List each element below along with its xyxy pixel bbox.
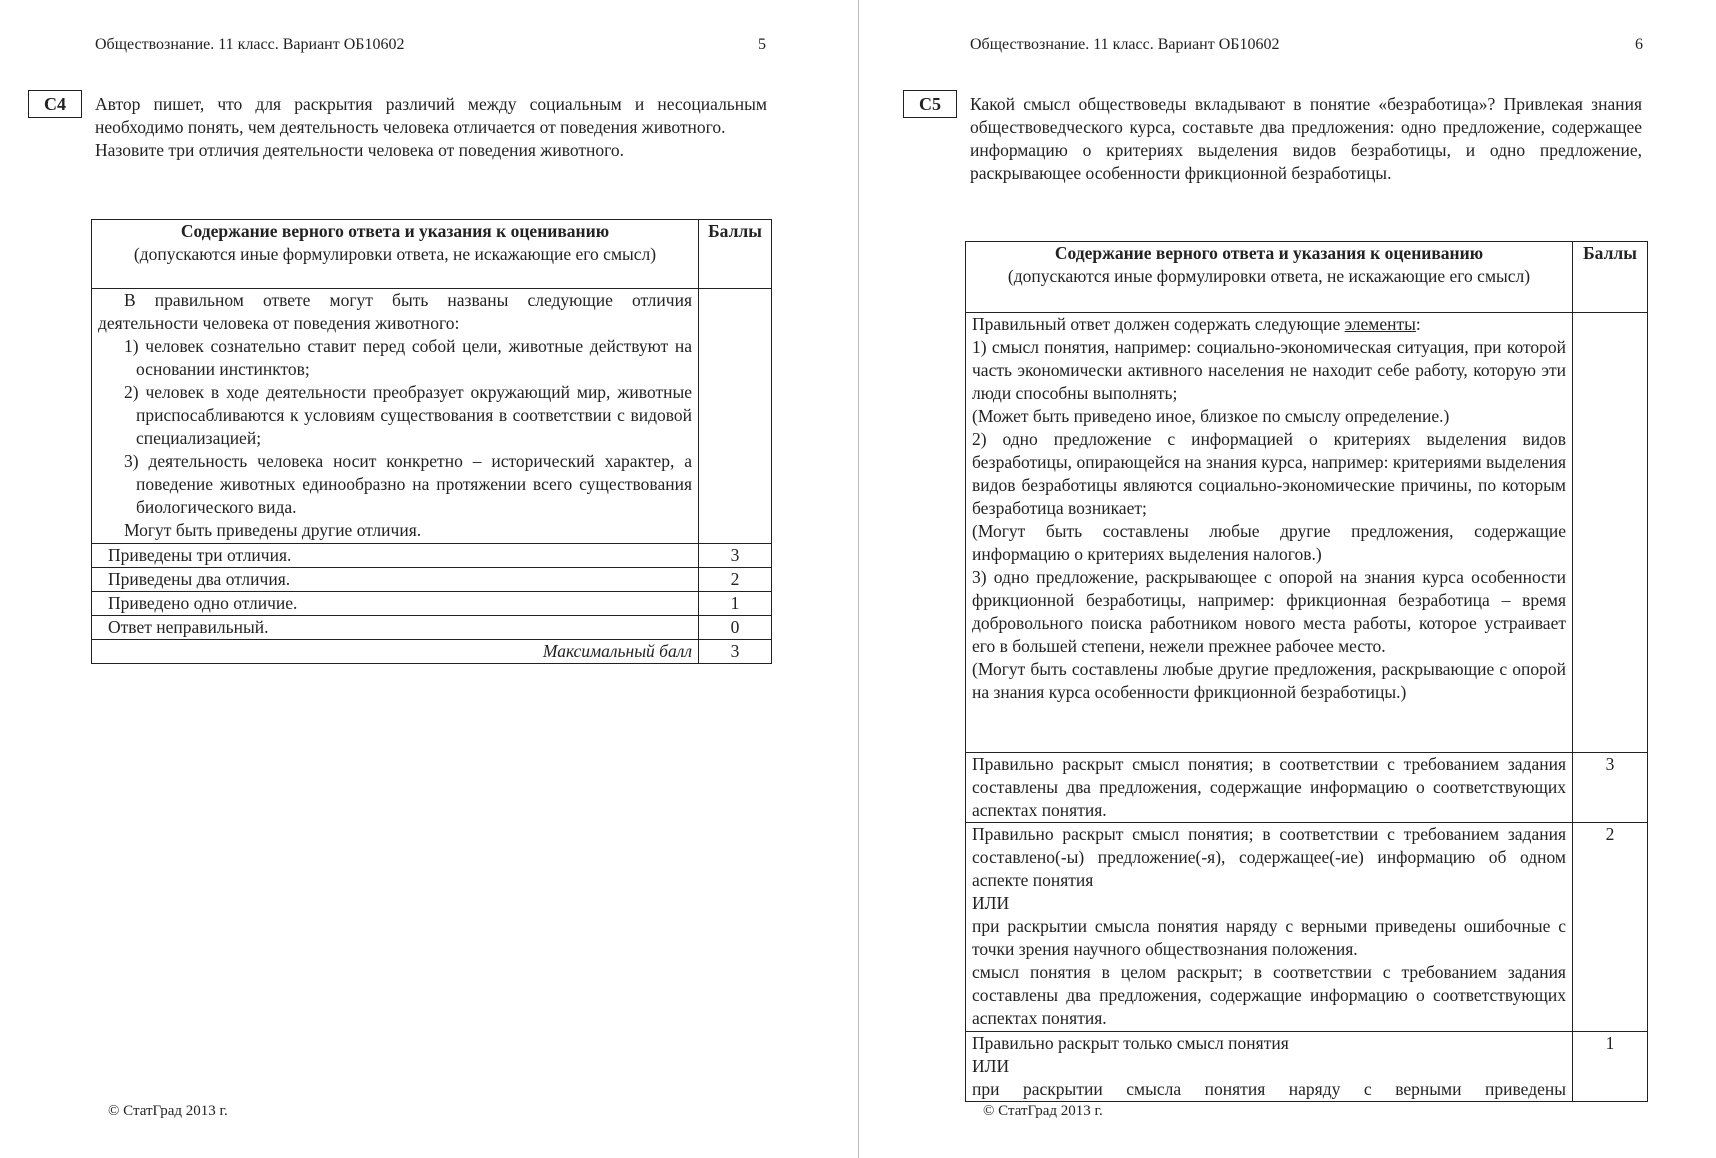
score-value: 1 (699, 592, 772, 616)
page-header: Обществознание. 11 класс. Вариант ОБ10602 (95, 36, 405, 53)
answer-intro: В правильном ответе могут быть названы следующие отличия деятельности человека от поведения животного: (98, 290, 692, 333)
criterion-text: Приведено одно отличие. (92, 592, 699, 616)
elements-underlined: элементы (1344, 314, 1416, 334)
criterion-text: при раскрытии смысла понятия наряду с верными приведены ошибочные с точки зрения научного обществознания положения. (972, 916, 1566, 959)
or-label: ИЛИ (972, 893, 1010, 913)
answer-paragraph: (Может быть приведено иное, близкое по смыслу определение.) (972, 406, 1450, 426)
answer-item: 3) деятельность человека носит конкретно – исторический характер, а поведение животных единообразно на протяжении всего существования биологического вида. (124, 451, 692, 517)
criterion-text: Правильно раскрыт смысл понятия; в соответствии с требованием задания составлено(-ы) предложение(-я), содержащее(-ие) информацию об одном аспекте понятия (972, 824, 1566, 890)
answer-item: 1) человек сознательно ставит перед собой цели, животные действуют на основании инстинктов; (124, 336, 692, 379)
score-value: 0 (699, 616, 772, 640)
score-value: 1 (1573, 1032, 1648, 1102)
table-row (92, 592, 772, 616)
copyright: © СтатГрад 2013 г. (983, 1103, 1103, 1119)
header-note: (допускаются иные формулировки ответа, не искажающие его смысл) (1007, 266, 1531, 286)
or-label: ИЛИ (972, 1056, 1010, 1076)
table-row (966, 753, 1648, 823)
header-title: Содержание верного ответа и указания к оцениванию (1054, 243, 1484, 263)
answer-paragraph: (Могут быть составлены любые другие предложения, раскрывающие с опорой на знания курса особенности фрикционной безработицы.) (972, 659, 1566, 702)
page-6 (860, 0, 1716, 1158)
answer-row (966, 313, 1648, 753)
score-value: 2 (1573, 823, 1648, 1032)
header-title: Содержание верного ответа и указания к оцениванию (180, 221, 610, 241)
header-score: Баллы (699, 220, 772, 289)
page-number: 6 (1635, 36, 1643, 53)
question-text: Какой смысл обществоведы вкладывают в понятие «безработица»? Привлекая знания обществоведческого курса, составьте два предложения: одно предложение, содержащее информацию о критериях выделения видов безработицы, и одно предложение, раскрывающее особенности фрикционной безработицы. (970, 94, 1642, 183)
question-id-box: C5 (903, 90, 957, 118)
table-header-row (966, 242, 1648, 313)
table-row (966, 1032, 1648, 1102)
answer-paragraph: 2) одно предложение с информацией о критериях выделения видов безработицы, опирающейся на знания курса, например: критериями выделения видов безработицы являются социально-экономические причины, по которым безработица возникает; (972, 429, 1566, 518)
header-score: Баллы (1573, 242, 1648, 313)
answer-intro-text: Правильный ответ должен содержать следующие (972, 314, 1341, 334)
scoring-table (91, 219, 772, 664)
max-score-row (92, 640, 772, 664)
question-id-box: C4 (28, 90, 82, 118)
answer-intro: Правильный ответ должен содержать следующие элементы: (972, 314, 1421, 334)
criterion-text: Правильно раскрыт только смысл понятия (972, 1033, 1289, 1053)
table-header-row (92, 220, 772, 289)
answer-item: 2) человек в ходе деятельности преобразует окружающий мир, животные приспосабливаются к условиям существования в соответствии с видовой специализацией; (124, 382, 692, 448)
table-row (92, 568, 772, 592)
page-divider (858, 0, 859, 1158)
question-text (95, 93, 767, 162)
max-score-value: 3 (699, 640, 772, 664)
answer-row (92, 289, 772, 544)
score-value: 3 (699, 544, 772, 568)
criterion-text: Приведены три отличия. (92, 544, 699, 568)
scoring-table (965, 241, 1648, 1102)
answer-paragraph: (Могут быть составлены любые другие предложения, содержащие информацию о критериях выделения налогов.) (972, 521, 1566, 564)
criterion-text: Ответ неправильный. (92, 616, 699, 640)
criterion-text: Приведены два отличия. (92, 568, 699, 592)
max-score-label: Максимальный балл (92, 640, 699, 664)
criterion-text: при раскрытии смысла понятия наряду с верными приведены (972, 1079, 1566, 1099)
score-value: 3 (1573, 753, 1648, 823)
score-value: 2 (699, 568, 772, 592)
copyright: © СтатГрад 2013 г. (108, 1103, 228, 1119)
question-paragraph: Назовите три отличия деятельности человека от поведения животного. (95, 140, 624, 160)
criterion-text: Правильно раскрыт смысл понятия; в соответствии с требованием задания составлены два предложения, содержащие информацию о соответствующих аспектах понятия. (966, 753, 1573, 823)
table-row (92, 544, 772, 568)
criterion-text: смысл понятия в целом раскрыт; в соответствии с требованием задания составлены два предложения, содержащие информацию о соответствующих аспектах понятия. (972, 962, 1566, 1028)
question-paragraph: Автор пишет, что для раскрытия различий между социальным и несоциальным необходимо понять, чем деятельность человека отличается от поведения животного. (95, 94, 767, 137)
table-row (966, 823, 1648, 1032)
page-number: 5 (758, 36, 766, 53)
answer-paragraph: 1) смысл понятия, например: социально-экономическая ситуация, при которой часть экономически активного населения не находит себе работу, которую эти люди способны выполнять; (972, 337, 1566, 403)
page-header: Обществознание. 11 класс. Вариант ОБ10602 (970, 36, 1280, 53)
table-row (92, 616, 772, 640)
header-note: (допускаются иные формулировки ответа, не искажающие его смысл) (133, 244, 657, 264)
answer-paragraph: 3) одно предложение, раскрывающее с опорой на знания курса особенности фрикционной безработицы, например: фрикционная безработица – время добровольного поиска работником нового места работы, которое устраивает его в большей степени, нежели прежнее рабочее место. (972, 567, 1566, 656)
answer-outro: Могут быть приведены другие отличия. (124, 520, 422, 540)
